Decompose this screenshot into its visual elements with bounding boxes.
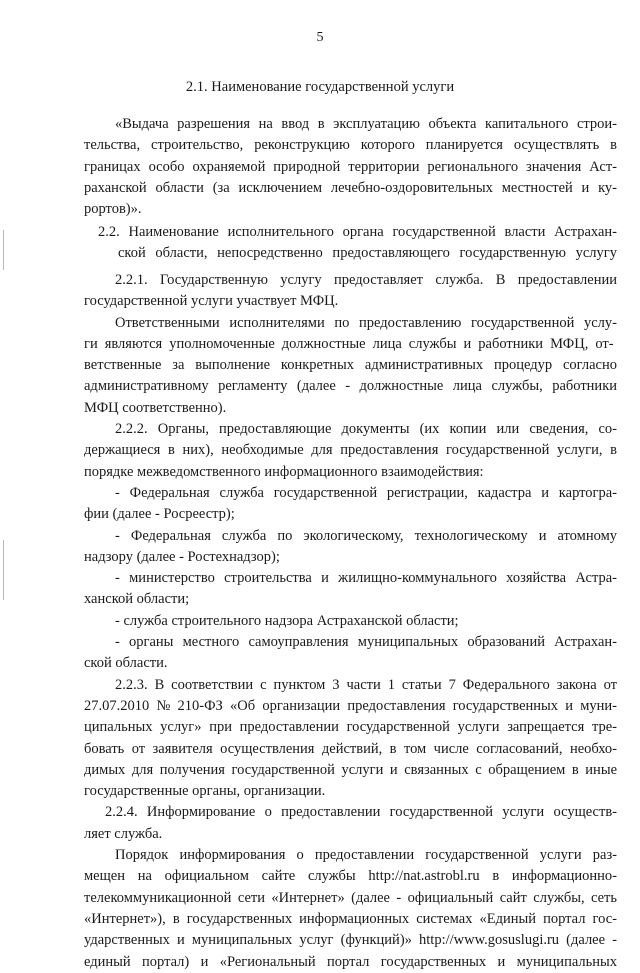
text-line: Порядок информирования о предоставлении государственной услуги раз- [115, 847, 617, 864]
text-line: рортов)». [84, 201, 142, 218]
text-line: «Интернет»), в государственных информационных системах «Единый портал гос- [84, 910, 617, 927]
text-line: административному регламенту (далее - должностные лица службы, работники [84, 378, 617, 395]
text-line: надзору (далее - Ростехнадзор); [84, 548, 280, 565]
scan-edge-mark [3, 230, 4, 270]
text-line: - министерство строительства и жилищно-коммунального хозяйства Астра- [115, 570, 617, 587]
text-line: раханской области (за исключением лечебно-оздоровительных местностей и ку- [84, 179, 617, 196]
text-line: фии (далее - Росреестр); [84, 506, 235, 523]
text-line: тельства, строительство, реконструкцию которого планируется осуществлять в [84, 137, 617, 154]
text-line: бовать от заявителя осуществления действий, в том числе согласований, необхо- [84, 740, 617, 757]
page-number: 5 [316, 30, 324, 45]
service-name-paragraph [84, 114, 618, 220]
text-line: ги являются уполномоченные должностные лица службы и работники МФЦ, от- [84, 335, 614, 352]
text-line: 2.2.2. Органы, предоставляющие документы (их копии или сведения, со- [115, 421, 617, 438]
text-line: 27.07.2010 № 210-ФЗ «Об организации предоставления государственных и муни- [84, 697, 617, 714]
text-line: 2.2.4. Информирование о предоставлении государственной услуги осуществ- [105, 804, 617, 821]
text-line: мещен на официальном сайте службы http://nat.astrobl.ru в информационно- [84, 868, 617, 885]
text-line: 2.2.3. В соответствии с пунктом 3 части 1 статьи 7 Федерального закона от [115, 676, 617, 693]
section-heading-2-1 [0, 76, 640, 98]
text-line: «Выдача разрешения на ввод в эксплуатацию объекта капитального строи- [115, 116, 617, 132]
text-line: 2.2.1. Государственную услугу предоставляет служба. В предоставлении [115, 272, 617, 288]
text-line: границах особо охраняемой природной территории регионального значения Аст- [84, 158, 617, 175]
text-line: ударственных и муниципальных услуг (функций)» http://www.gosuslugi.ru (далее - [84, 932, 617, 949]
text-line: 2.2. Наименование исполнительного органа государственной власти Астрахан- [98, 224, 617, 240]
text-line: ветственные за выполнение конкретных административных процедур согласно [84, 357, 617, 374]
text-line: единый портал) и «Региональный портал государственных и муниципальных [84, 953, 617, 970]
text-line: - органы местного самоуправления муниципальных образований Астрахан- [115, 634, 617, 651]
text-line: государственной услуги участвует МФЦ. [84, 293, 339, 310]
text-line: телекоммуникационной сети «Интернет» (далее - официальный сайт службы, сеть [84, 889, 617, 906]
text-line: - служба строительного надзора Астраханской области; [115, 612, 459, 629]
text-line: Ответственными исполнителями по предоставлению государственной услу- [115, 314, 617, 331]
text-line: ской области, непосредственно предоставляющего государственную услугу [118, 245, 617, 262]
text-line: порядке межведомственного информационного взаимодействия: [84, 463, 484, 480]
text-line: ляет служба. [84, 825, 163, 842]
text-line: ской области. [84, 655, 168, 672]
text-line: МФЦ соответственно). [84, 399, 227, 416]
scan-edge-mark [3, 540, 4, 600]
text-line: держащиеся в них), необходимые для предоставления государственной услуги, в [84, 442, 617, 459]
text-line: - Федеральная служба государственной регистрации, кадастра и картогра- [115, 484, 617, 501]
body-text [84, 270, 618, 973]
text-line: ципальных услуг» при предоставлении государственной услуги запрещается тре- [84, 719, 617, 736]
text-line: димых для получения государственной услуги и связанных с обращением в иные [84, 761, 617, 778]
text-line: государственные органы, организации. [84, 783, 326, 800]
section-heading-2-2 [84, 222, 618, 265]
section-heading-text: 2.1. Наименование государственной услуги [185, 79, 455, 95]
text-line: ханской области; [84, 591, 190, 608]
text-line: - Федеральная служба по экологическому, технологическому и атомному [115, 527, 617, 544]
